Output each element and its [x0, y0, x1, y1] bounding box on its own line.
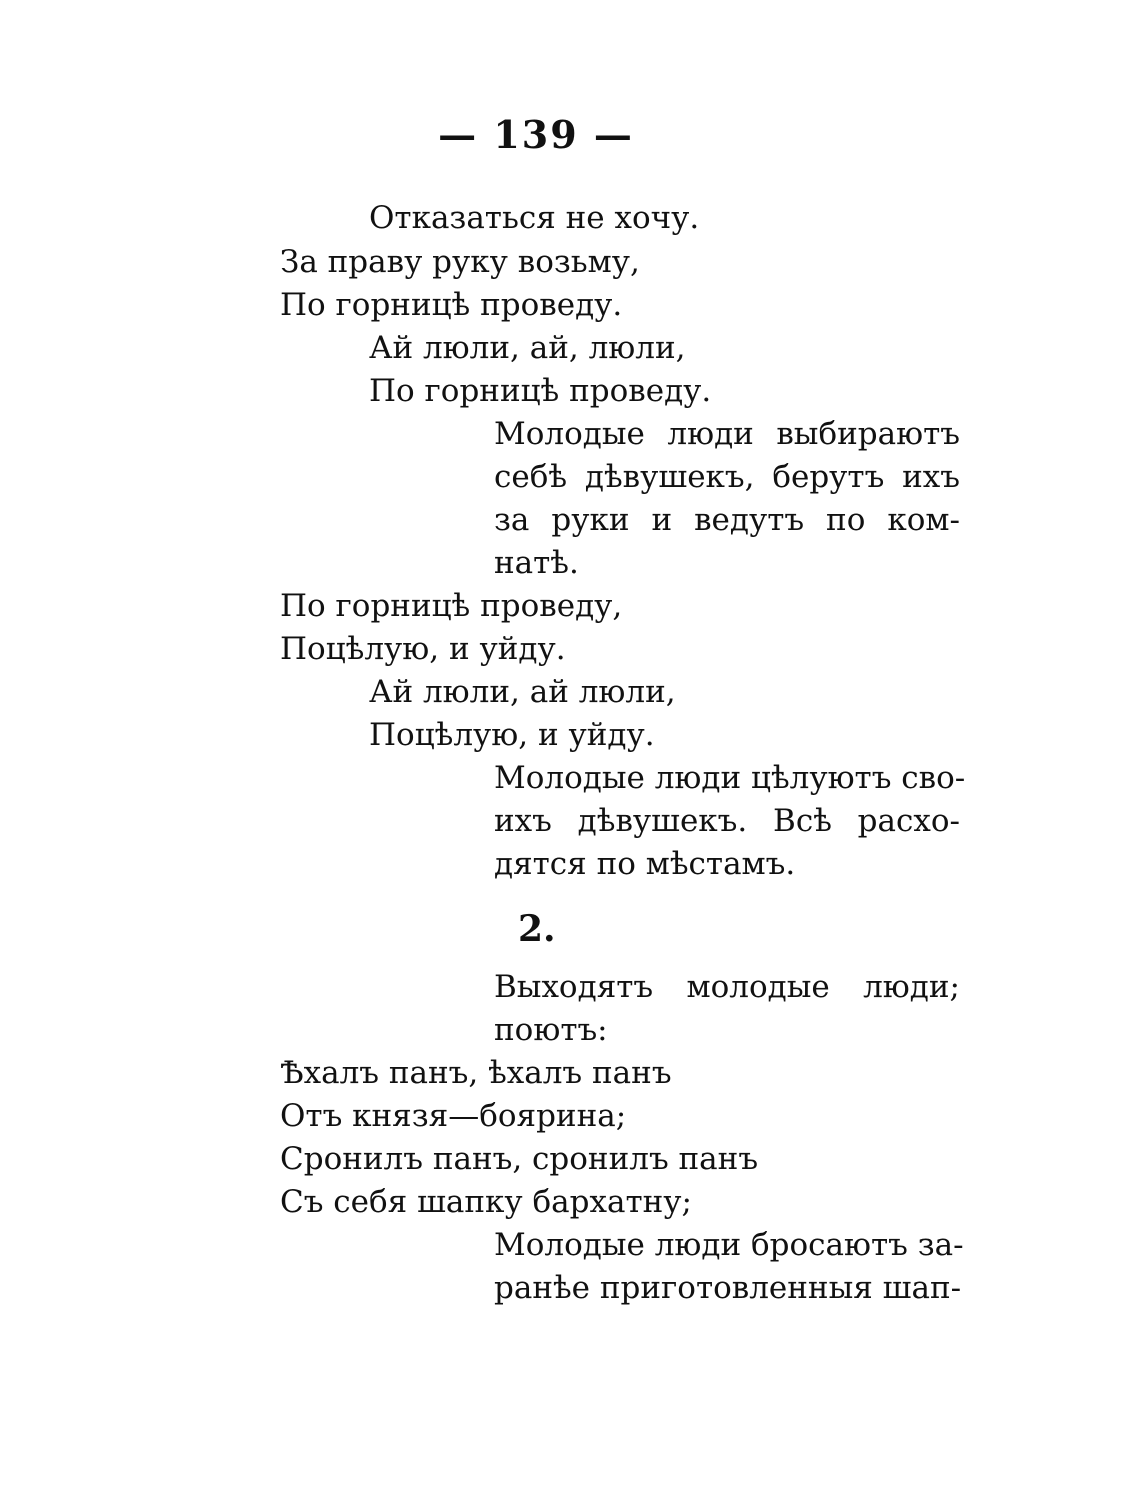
refrain-line: Поцѣлую, и уйду. — [369, 717, 655, 753]
verse-line: За праву руку возьму, — [280, 244, 640, 280]
stage-direction-line: поютъ: — [494, 1012, 608, 1048]
section-number: 2. — [518, 908, 556, 950]
verse-line: Поцѣлую, и уйду. — [280, 631, 566, 667]
verse-line: Сронилъ панъ, сронилъ панъ — [280, 1141, 759, 1177]
verse-line: Отъ князя—боярина; — [280, 1098, 627, 1134]
verse-line: По горницѣ проведу, — [280, 588, 623, 624]
stage-direction-line: натѣ. — [494, 545, 579, 581]
refrain-line: Ай люли, ай люли, — [369, 674, 676, 710]
stage-direction-line: Молодые люди цѣлуютъ сво- — [494, 760, 966, 796]
verse-line: Отказаться не хочу. — [369, 200, 700, 236]
stage-direction-line: Молодые люди выбираютъ — [494, 416, 960, 452]
stage-direction-line: Выходятъ молодые люди; — [494, 969, 960, 1005]
refrain-line: По горницѣ проведу. — [369, 373, 712, 409]
stage-direction-line: ранѣе приготовленныя шап- — [494, 1270, 962, 1306]
verse-line: По горницѣ проведу. — [280, 287, 623, 323]
stage-direction-line: дятся по мѣстамъ. — [494, 846, 796, 882]
refrain-line: Ай люли, ай, люли, — [369, 330, 686, 366]
verse-line: Съ себя шапку бархатну; — [280, 1184, 692, 1220]
stage-direction-line: за руки и ведутъ по ком- — [494, 502, 960, 538]
stage-direction-line: ихъ дѣвушекъ. Всѣ расхо- — [494, 803, 960, 839]
stage-direction-line: Молодые люди бросаютъ за- — [494, 1227, 964, 1263]
page-number: — 139 — — [438, 112, 634, 157]
verse-line: Ѣхалъ панъ, ѣхалъ панъ — [280, 1055, 672, 1091]
stage-direction-line: себѣ дѣвушекъ, берутъ ихъ — [494, 459, 960, 495]
